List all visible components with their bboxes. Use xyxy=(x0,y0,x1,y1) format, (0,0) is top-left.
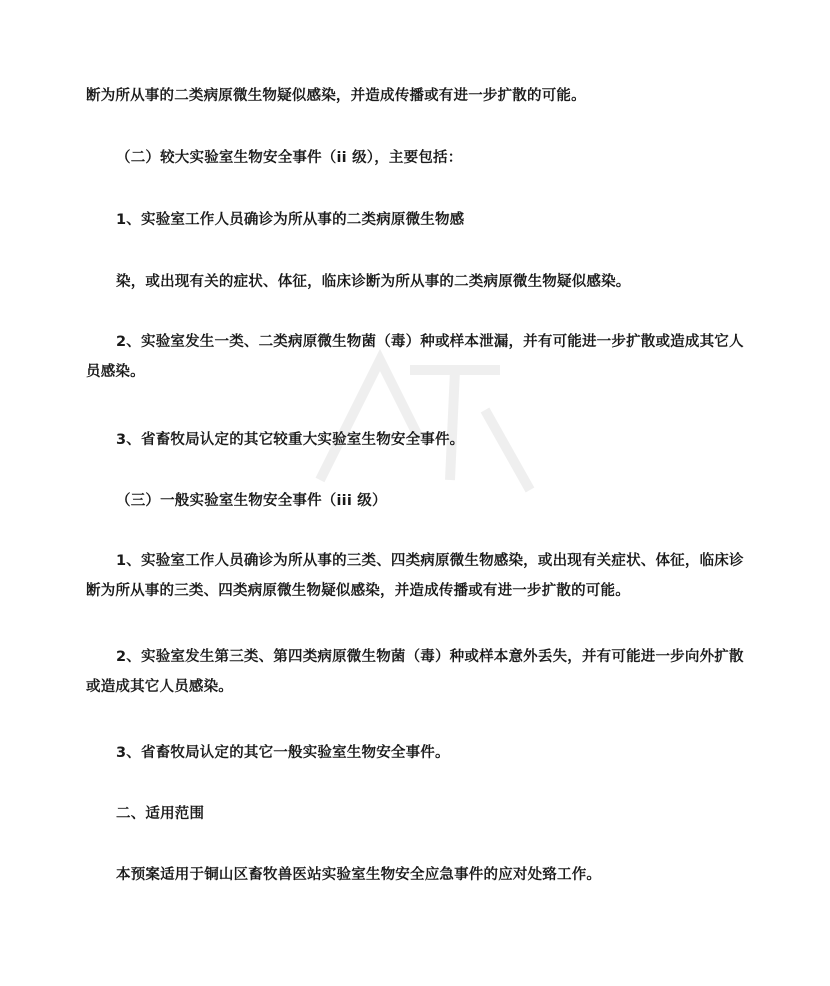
section-heading-scope: 二、适用范围 xyxy=(116,806,205,822)
paragraph-item: 染，或出现有关的症状、体征，临床诊断为所从事的二类病原微生物疑似感染。 xyxy=(116,274,631,290)
paragraph-item: 3、省畜牧局认定的其它较重大实验室生物安全事件。 xyxy=(116,432,465,448)
paragraph-item: 2、实验室发生一类、二类病原微生物菌（毒）种或样本泄漏，并有可能进一步扩散或造成其它人员感染。 xyxy=(86,334,744,380)
paragraph-item: 1、实验室工作人员确诊为所从事的二类病原微生物感 xyxy=(116,212,465,228)
paragraph-item: 2、实验室发生第三类、第四类病原微生物菌（毒）种或样本意外丢失，并有可能进一步向外扩散或造成其它人员感染。 xyxy=(86,649,744,695)
paragraph-continuation: 断为所从事的二类病原微生物疑似感染，并造成传播或有进一步扩散的可能。 xyxy=(86,88,586,104)
section-heading-level-iii: （三）一般实验室生物安全事件（iii 级） xyxy=(116,493,387,509)
section-heading-level-ii: （二）较大实验室生物安全事件（ii 级），主要包括： xyxy=(116,150,463,166)
paragraph-item: 1、实验室工作人员确诊为所从事的三类、四类病原微生物感染，或出现有关症状、体征，临床诊断为所从事的三类、四类病原微生物疑似感染，并造成传播或有进一步扩散的可能。 xyxy=(86,553,744,599)
paragraph-item: 本预案适用于铜山区畜牧兽医站实验室生物安全应急事件的应对处臵工作。 xyxy=(116,867,602,883)
paragraph-item: 3、省畜牧局认定的其它一般实验室生物安全事件。 xyxy=(116,745,450,761)
